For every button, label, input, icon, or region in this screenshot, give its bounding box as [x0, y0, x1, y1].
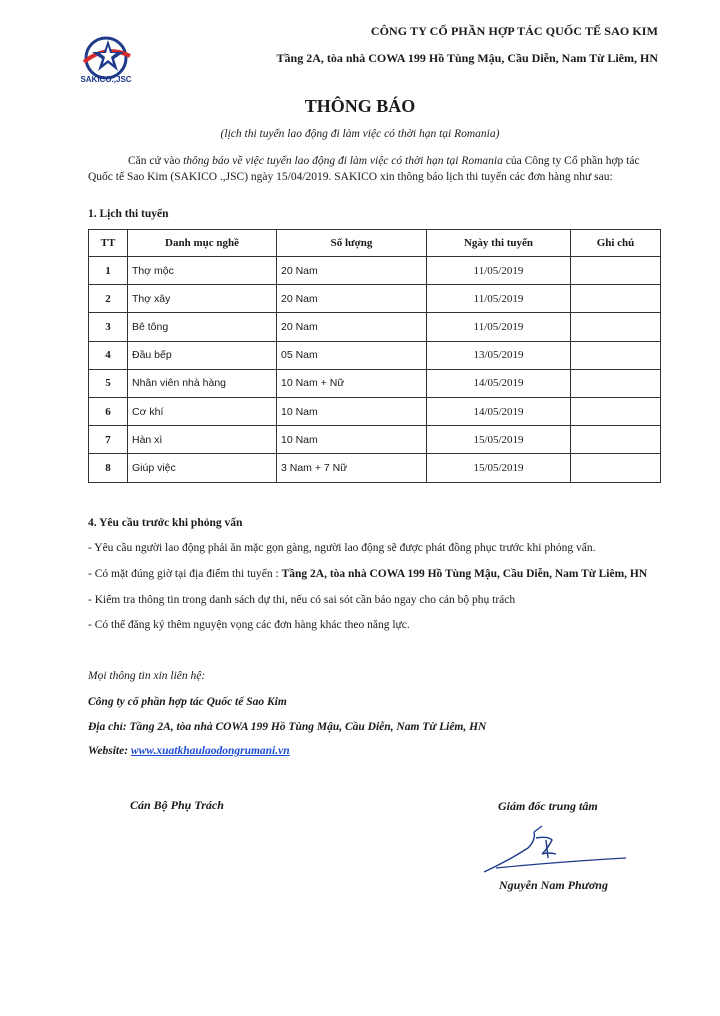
cell-quantity: 10 Nam: [277, 397, 427, 425]
cell-date: 11/05/2019: [427, 313, 571, 341]
cell-tt: 2: [89, 285, 128, 313]
table-header: TT: [89, 230, 128, 257]
cell-quantity: 20 Nam: [277, 257, 427, 285]
cell-note: [571, 341, 661, 369]
table-row: [89, 397, 661, 425]
cell-note: [571, 313, 661, 341]
signer-left-title: Cán Bộ Phụ Trách: [130, 798, 224, 812]
cell-date: 13/05/2019: [427, 341, 571, 369]
table-header: Ngày thi tuyển: [427, 230, 571, 257]
cell-quantity: 05 Nam: [277, 341, 427, 369]
table-header-row: [89, 230, 661, 257]
signer-right-title: Giám đốc trung tâm: [498, 799, 598, 813]
intro-part1: Căn cứ vào: [128, 155, 184, 167]
intro-paragraph: [88, 153, 660, 185]
cell-quantity: 10 Nam + Nữ: [277, 369, 427, 397]
company-name: CÔNG TY CỔ PHẦN HỢP TÁC QUỐC TẾ SAO KIM: [370, 24, 658, 38]
cell-job: Giúp việc: [128, 454, 277, 482]
cell-quantity: 10 Nam: [277, 426, 427, 454]
intro-part3: của Công ty Cổ phần hợp tác Quốc tế Sao Kim (SAKICO .,JSC) ngày 15/04/2019. SAKICO xin thông báo lịch thi tuyển các đơn hàng như sau:: [88, 155, 640, 183]
cell-note: [571, 285, 661, 313]
cell-quantity: 20 Nam: [277, 313, 427, 341]
cell-tt: 6: [89, 397, 128, 425]
website-label: Website:: [88, 745, 131, 757]
contact-company: Công ty cổ phần hợp tác Quốc tế Sao Kim: [88, 696, 287, 708]
cell-tt: 7: [89, 426, 128, 454]
table-row: [89, 341, 661, 369]
logo-text: SAKICO.,JSC: [80, 75, 132, 84]
cell-job: Nhân viên nhà hàng: [128, 369, 277, 397]
website-link[interactable]: www.xuatkhaulaodongrumani.vn: [130, 745, 290, 757]
cell-date: 15/05/2019: [427, 426, 571, 454]
intro-italic: thông báo về việc tuyển lao động đi làm việc có thời hạn tại Romania: [183, 155, 503, 167]
cell-note: [571, 369, 661, 397]
cell-note: [571, 426, 661, 454]
table-row: [89, 426, 661, 454]
cell-date: 11/05/2019: [427, 257, 571, 285]
requirement-item: - Có thể đăng ký thêm nguyện vọng các đơn hàng khác theo năng lực.: [88, 619, 410, 631]
page-title: THÔNG BÁO: [304, 96, 416, 116]
cell-quantity: 3 Nam + 7 Nữ: [277, 454, 427, 482]
cell-job: Hàn xì: [128, 426, 277, 454]
requirement-item: - Yêu cầu người lao động phải ăn mặc gọn gàng, người lao động sẽ được phát đồng phục trước khi phỏng vấn.: [88, 542, 596, 554]
table-row: [89, 313, 661, 341]
contact-address: Địa chỉ: Tầng 2A, tòa nhà COWA 199 Hồ Tùng Mậu, Cầu Diễn, Nam Từ Liêm, HN: [88, 721, 487, 733]
cell-tt: 3: [89, 313, 128, 341]
table-row: [89, 454, 661, 482]
cell-tt: 1: [89, 257, 128, 285]
signer-right-name: Nguyễn Nam Phương: [499, 878, 608, 892]
table-header: Danh mục nghề: [128, 230, 277, 257]
requirement-item: [88, 568, 647, 580]
section-requirements-title: 4. Yêu cầu trước khi phỏng vấn: [88, 517, 243, 529]
requirement-prefix: - Có mặt đúng giờ tại địa điểm thi tuyển :: [88, 568, 282, 580]
cell-date: 11/05/2019: [427, 285, 571, 313]
cell-note: [571, 454, 661, 482]
table-row: [89, 257, 661, 285]
cell-job: Thợ mộc: [128, 257, 277, 285]
contact-website-line: [88, 745, 290, 757]
cell-tt: 8: [89, 454, 128, 482]
cell-note: [571, 397, 661, 425]
cell-job: Thợ xây: [128, 285, 277, 313]
cell-tt: 5: [89, 369, 128, 397]
requirement-location: Tầng 2A, tòa nhà COWA 199 Hồ Tùng Mậu, Cầu Diễn, Nam Từ Liêm, HN: [281, 568, 648, 580]
table-header: Ghi chú: [571, 230, 661, 257]
cell-quantity: 20 Nam: [277, 285, 427, 313]
cell-date: 14/05/2019: [427, 369, 571, 397]
company-address: Tầng 2A, tòa nhà COWA 199 Hồ Tùng Mậu, Cầu Diễn, Nam Từ Liêm, HN: [276, 51, 658, 65]
cell-job: Đầu bếp: [128, 341, 277, 369]
signature: [476, 818, 636, 882]
cell-job: Bê tông: [128, 313, 277, 341]
contact-intro: Mọi thông tin xin liên hệ:: [88, 670, 206, 682]
table-header: Số lượng: [277, 230, 427, 257]
cell-job: Cơ khí: [128, 397, 277, 425]
page-subtitle: (lịch thi tuyển lao động đi làm việc có thời hạn tại Romania): [220, 128, 500, 140]
table-row: [89, 369, 661, 397]
schedule-table: [88, 229, 661, 483]
cell-date: 14/05/2019: [427, 397, 571, 425]
cell-note: [571, 257, 661, 285]
cell-date: 15/05/2019: [427, 454, 571, 482]
requirement-item: - Kiểm tra thông tin trong danh sách dự thi, nếu có sai sót cần báo ngay cho cán bộ phụ trách: [88, 594, 516, 606]
section-schedule-title: 1. Lịch thi tuyển: [88, 208, 169, 220]
cell-tt: 4: [89, 341, 128, 369]
table-row: [89, 285, 661, 313]
